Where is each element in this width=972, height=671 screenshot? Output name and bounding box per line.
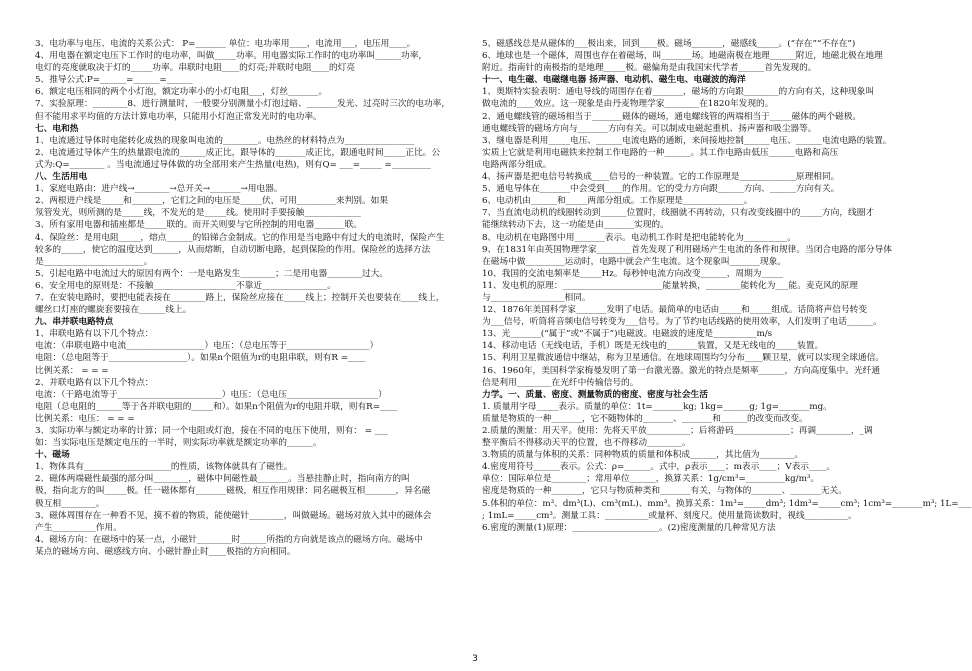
left-text-line: 电阻（总电阻的______等于各并联电阻的_____和）。如果n个阻值为r的电阻并联，则有R=____ <box>35 401 398 412</box>
left-text-line: 电流：（干路电流等于________________________）电压：（总电压_____________________） <box>35 389 387 400</box>
right-text-line: 通电螺线管的磁场方向与_______方向有关。可以制成电磁起重机、扬声器和吸尘器等。 <box>482 123 817 134</box>
right-text-line: 13、光_______(“属于”或“不属于”)电磁波。电磁波的速度是__________m/s <box>482 329 773 340</box>
left-text-line: 氖管发光，则所测的是_____线，不发光的是_____线。使用时手要接触_____________ <box>35 208 361 219</box>
left-text-line: 4、保险丝：是用电阻_____，熔点______的铅锑合金制成。它的作用是当电路中有过大的电流时，保险产生 <box>35 232 445 243</box>
right-text-line: 为___信号，听筒将音频电信号转变为___信号。为了节约电话线路的使用效率，人们发明了电话______。 <box>482 317 882 328</box>
left-text-line: 3、磁体周围存在一种看不见，摸不着的物质，能使磁针________，叫做磁场。磁场对放入其中的磁体会 <box>35 510 432 521</box>
left-text-line: 7、在安装电路时，要把电能表接在________路上，保险丝应接在_____线上；控制开关也要装在____线上， <box>35 292 445 303</box>
left-text-line: 1、电流通过导体时电能转化成热的现象叫电流的________。电热丝的材料特点为________________ <box>35 135 415 146</box>
left-text-line: 4、磁场方向：在磁场中的某一点，小磁针________时______所指的方向就是该点的磁场方向。磁场中 <box>35 534 423 545</box>
left-text-line: 比例关系：电压： = = = <box>35 413 135 424</box>
left-text-line: 2、磁体两端磁性最强的部分叫________，磁体中间磁性最_______。当悬挂静止时，指向南方的叫 <box>35 474 410 485</box>
right-text-line: 4.密度用符号______表示。公式：ρ=______。式中，ρ表示____；m表示____；V表示____。 <box>482 462 836 473</box>
right-text-line: 6.密度的测量(1)原理：____________________。(2)密度测量的几种常见方法 <box>482 522 776 533</box>
left-text-line: 如：当实际电压是额定电压的一半时，则实际功率就是额定功率的______。 <box>35 438 322 449</box>
left-section-heading: 七、电和热 <box>35 123 79 134</box>
left-text-line: 3、电功率与电压、电流的关系公式： P=_______ 单位：电功率用____，电流用___，电压用____。 <box>35 39 416 49</box>
right-text-line: 14、移动电话（无线电话，手机）既是无线电的_______装置，又是无线电的_____装置。 <box>482 341 824 352</box>
right-text-line: 信是利用________在光纤中传输信号的。 <box>482 377 639 388</box>
left-text-line: 5、引起电路中电流过大的原因有两个：一是电路发生________；二是用电器________过大。 <box>35 268 389 279</box>
right-text-line: 4、扬声器是把电信号转换成____信号的一种装置。它的工作原理是_____________原理相同。 <box>482 172 840 183</box>
right-text-line: 6、电动机由______和_____两部分组成。工作原理是______________。 <box>482 196 753 207</box>
right-text-line: 2、通电螺线管的磁场相当于_______磁体的磁场，通电螺线管的两端相当于_____磁体的两个磁极。 <box>482 111 862 122</box>
left-text-line: 2、并联电路有以下几个特点： <box>35 377 154 388</box>
right-text-line: 单位：国际单位是________；常用单位______，换算关系：1g/cm³=_________kg/m³。 <box>482 474 820 485</box>
right-text-line: 整平衡后不得移动天平的位置，也不得移动________。 <box>482 438 691 449</box>
right-text-line: 1. 质量用字母_____表示。质量的单位：1t=_______kg; 1kg=______g; 1g=_______mg。 <box>482 401 832 412</box>
left-text-line: 3、实际功率与额定功率的计算；同一个电阻或灯泡，接在不同的电压下使用，则有： = ___ <box>35 426 388 436</box>
left-text-line: 某点的磁场方向、磁感线方向、小磁针静止时____极指的方向相同。 <box>35 546 296 557</box>
right-text-line: ; 1mL=_____cm³。测量工具：__________或量杯、刻度尺。使用量筒读数时，视线__________。 <box>482 510 857 521</box>
left-text-line: 比例关系： = = = <box>35 365 109 376</box>
left-text-line: 产生__________作用。 <box>35 522 122 533</box>
right-text-line: 12、1876年美国科学家_______发明了电话。最简单的电话由_____和_____组成。话筒将声信号转变 <box>482 305 868 316</box>
left-text-line: 3、所有家用电器和插座都是_____联的。而开关则要与它所控制的用电器_______联。 <box>35 220 362 231</box>
left-text-line: 1、物体具有____________________的性质，该物体就具有了磁性。 <box>35 462 293 473</box>
left-text-line: 但不能用求平均值的方法计算电功率，只能用小灯泡正常发光时的电功率。 <box>35 111 322 122</box>
right-text-line: 做电流的____效应。这一现象是由丹麦物理学家________在1820年发现的。 <box>482 99 774 110</box>
left-text-line: 电灯的亮度就取决于灯的_____功率。串联时电阻____的灯亮;并联时电阻____的灯亮 <box>35 63 356 74</box>
left-text-line: 7、实验原理：________8、进行测量时，一般要分别测量小灯泡过暗、_______发光、过亮时三次的电功率， <box>35 99 451 110</box>
left-section-heading: 十、磁场 <box>35 450 70 461</box>
right-section-heading: 十一、电生磁、电磁继电器 扬声器、电动机、磁生电、电磁波的海洋 <box>482 75 746 86</box>
left-text-line: 2、电流通过导体产生的热量跟电流的______成正比，跟导体的_______成正比，跟通电时间_____正比。公 <box>35 147 441 158</box>
left-text-line: 6、安全用电的原则是：不接触___________________不靠近_______________。 <box>35 280 336 291</box>
left-column <box>35 38 467 558</box>
right-text-line: 电路两部分组成。 <box>482 159 552 170</box>
left-text-line: 式为:Q=________ 。当电流通过导体做的功全部用来产生热量(电热)，则有Q= ___=_____ =_________ <box>35 159 431 170</box>
left-text-line: 极互相________。 <box>35 498 105 509</box>
right-column <box>482 38 972 534</box>
left-text-line: 是_______________________。 <box>35 256 153 267</box>
left-text-line: 1、串联电路有以下几个特点： <box>35 329 154 340</box>
right-text-line: 16、1960年，美国科学家梅曼发明了第一台激光器。激光的特点是频率______，方向高度集中。光纤通 <box>482 365 881 376</box>
left-text-line: 1、家庭电路由：进户线→________→总开关→_______→用电器。 <box>35 184 283 195</box>
right-text-line: 5、通电导体在_______中会受到____的作用。它的受力方向跟______方向、______方向有关。 <box>482 184 840 195</box>
right-text-line: 1、奥斯特实验表明：通电导线的周围存在着_______，磁场的方向跟________的方向有关，这种现象叫 <box>482 87 875 98</box>
left-text-line: 电流：（串联电路中电流__________________）电压：（总电压等于___________________） <box>35 341 379 352</box>
left-text-line: 较多的_____，使它的温度达到______，从而熔断，自动切断电路，起到保险的作用。保险丝的选择方法 <box>35 244 431 255</box>
right-text-line: 10、我国的交流电频率是_____Hz。每秒钟电流方向改变______，周期为_____ <box>482 268 784 279</box>
right-text-line: 能继续转动下去，这一功能是由_______实现的。 <box>482 220 669 231</box>
right-text-line: 8、电动机在电路图中用_______表示。电动机工作时是把电能转化为__________。 <box>482 232 796 243</box>
right-text-line: 在磁场中做_________运动时，电路中就会产生电流。这个现象叫_______现象。 <box>482 256 787 267</box>
left-text-line: 6、额定电压相同的两个小灯泡，额定功率小的小灯电阻___，灯丝_______。 <box>35 87 328 98</box>
right-text-line: 5、磁感线总是从磁体的___极出来，回到____极。磁场_______，磁感线_____。(“存在”“不存在”) <box>482 39 856 49</box>
right-text-line: 11、发电机的原理：_______________________能量转换，________能转化为___能。麦克风的原理 <box>482 280 858 291</box>
left-text-line: 极，指向北方的叫_____极。任一磁体都有_______磁极，相互作用规律：同名磁极互相_______，异名磁 <box>35 486 431 497</box>
right-text-line: 实质上它就是利用电磁铁来控制工作电路的一种______。其工作电路由低压______电路和高压 <box>482 147 839 158</box>
page-number: 3 <box>472 654 478 664</box>
left-section-heading: 九、串并联电路特点 <box>35 317 114 328</box>
left-text-line: 4、用电器在额定电压下工作时的电功率，叫做_____功率。用电器实际工作时的电功率叫______功率， <box>35 51 428 62</box>
right-text-line: 质量是物质的一种_______，它不随物体的_______、_______和______的改变而改变。 <box>482 413 808 424</box>
right-text-line: 15、利用卫星微波通信中继站，称为卫星通信。在地球周围均匀分布____颗卫星，就可以实现全球通信。 <box>482 353 884 364</box>
right-text-line: 附近。指南针的南极指的是地理_____极。磁偏角是由我国宋代学者______首先发现的。 <box>482 63 817 74</box>
left-section-heading: 八、生活用电 <box>35 172 88 183</box>
left-text-line: 2、两根进户线是_____和_______，它们之间的电压是_____伏，可用_________来判别。如果 <box>35 196 389 207</box>
left-text-line: 电阻：（总电阻等于__________________）。如果n个阻值为r的电阻串联，则有R =____ <box>35 353 366 364</box>
right-text-line: 与_________________相同。 <box>482 292 591 303</box>
right-text-line: 6、地球也是一个磁体，周围也存在着磁场，叫_______场。地磁南极在地理______附近，地磁北极在地理 <box>482 51 883 62</box>
right-section-heading: 力学。一、质量、密度、测量物质的密度、密度与社会生活 <box>482 389 708 400</box>
right-text-line: 3.物质的质量与体积的关系：同种物质的质量和体积成______，其比值为________。 <box>482 450 804 461</box>
left-text-line: 5、推导公式:P=______=______=______ <box>35 75 193 86</box>
left-text-line: 螺丝口灯座的螺旋套要接在______线上。 <box>35 305 192 316</box>
right-text-line: 3、继电器是利用_____电压、______电流电路的通断，来间接地控制______电压、______电流电路的装置。 <box>482 135 892 146</box>
right-text-line: 7、当直流电动机的线圈转动到______位置时，线圈就不再转动，只有改变线圈中的_____方向，线圈才 <box>482 208 875 219</box>
right-text-line: 密度是物质的一种_______，它只与物质种类和_______有关，与物体的_______、_______无关。 <box>482 486 847 497</box>
right-text-line: 5.体积的单位：m³、dm³(L)、cm³(mL)、mm³。换算关系：1m³=_____dm³; 1dm³=_____cm³; 1cm³=_______m³; 1L=___ <box>482 498 972 509</box>
right-text-line: 9、在1831年由英国物理学家________首先发现了利用磁场产生电流的条件和规律。当闭合电路的部分导体 <box>482 244 892 255</box>
right-text-line: 2.质量的测量：用天平。使用：先将天平放__________；后将游码_____________；再调________，_调 <box>482 426 873 436</box>
